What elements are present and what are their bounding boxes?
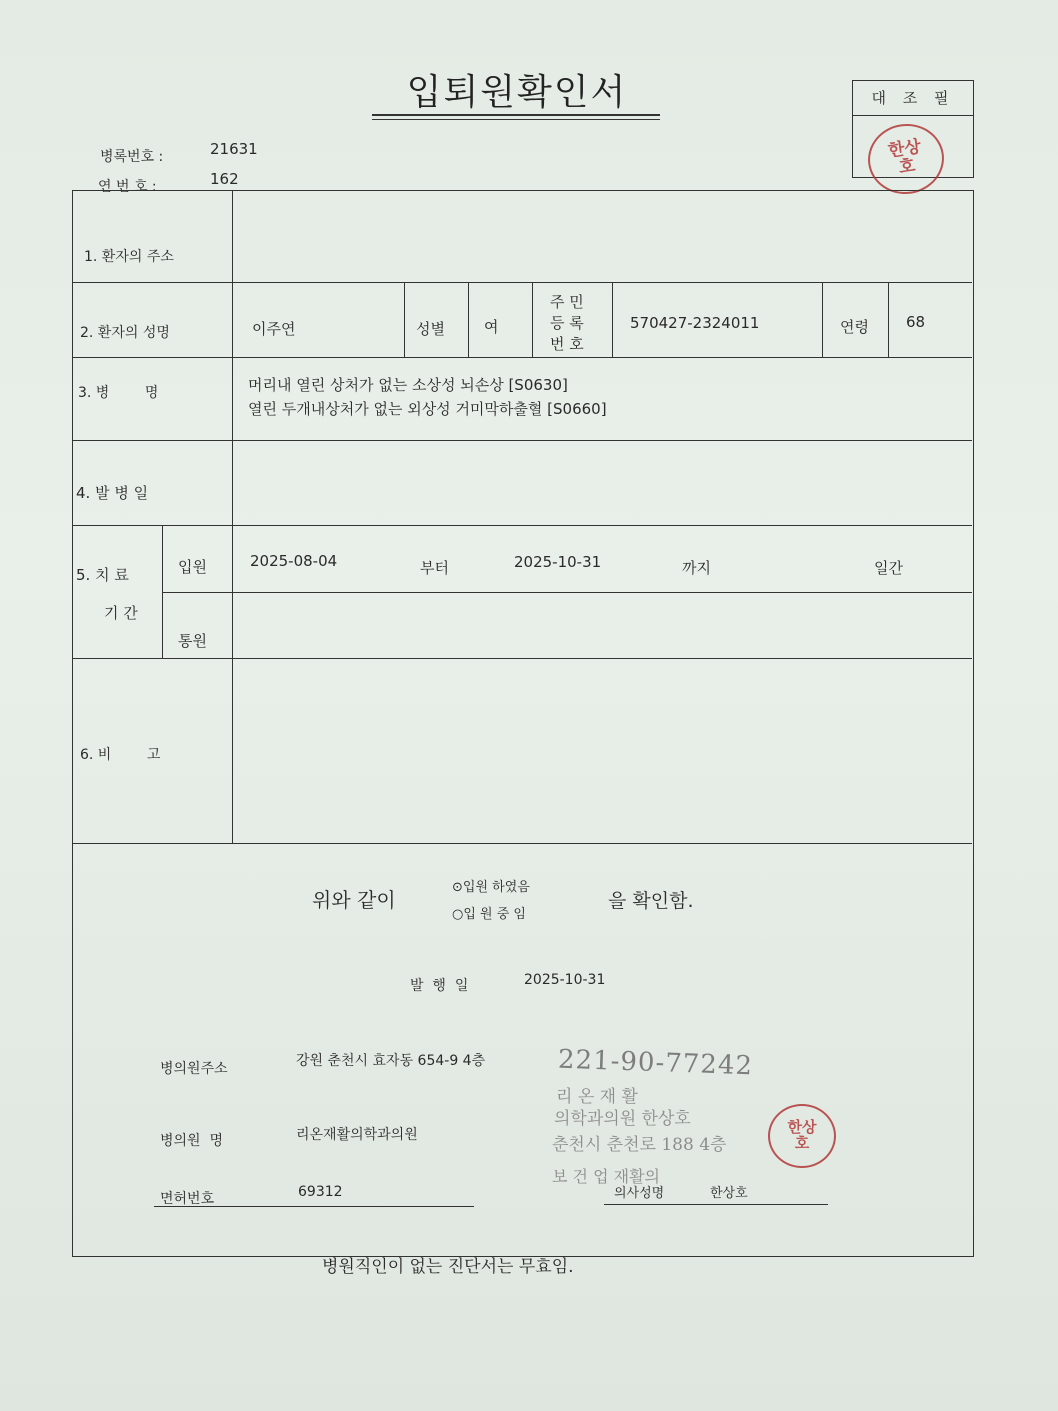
days-label: 일간 (874, 559, 903, 577)
title-underline (372, 114, 660, 116)
diagnosis-line-1: 머리내 열린 상처가 없는 소상성 뇌손상 [S0630] (248, 376, 568, 394)
doctor-name-label: 의사성명 (614, 1186, 665, 1201)
hospital-name-value: 리온재활의학과의원 (296, 1127, 418, 1143)
cell-divider (468, 282, 469, 357)
clinic-stamp-line4: 보 건 업 재활의 (552, 1167, 660, 1186)
until-label: 까지 (682, 559, 711, 577)
cell-divider (612, 282, 613, 357)
cell-divider (532, 282, 533, 357)
treatment-subdivider (162, 525, 163, 658)
clinic-stamp-line2: 의학과의원 한상호 (554, 1109, 691, 1129)
hospital-name-label: 병의원 명 (160, 1133, 223, 1149)
issue-date-label: 발 행 일 (410, 978, 469, 994)
row-divider (72, 440, 972, 441)
confirmation-lead: 위와 같이 (312, 888, 396, 912)
serial-number-value: 162 (210, 170, 239, 188)
admission-date: 2025-08-04 (250, 552, 338, 570)
license-underline (154, 1206, 474, 1207)
address-label: 1. 환자의 주소 (84, 249, 174, 265)
row-divider (72, 282, 972, 283)
rrn-value: 570427-2324011 (630, 314, 760, 332)
sex-value: 여 (484, 318, 499, 336)
cell-divider (888, 282, 889, 357)
row-divider (162, 592, 972, 593)
onset-label: 4. 발 병 일 (76, 484, 149, 502)
clinic-stamp-line3: 춘천시 춘천로 188 4층 (552, 1135, 727, 1155)
row-divider (72, 658, 972, 659)
license-label: 면허번호 (160, 1191, 215, 1207)
title-underline (372, 119, 660, 120)
document-title: 입퇴원확인서 (406, 72, 628, 113)
ward-number-value: 21631 (210, 140, 258, 158)
doctor-name-value: 한상호 (710, 1186, 748, 1201)
discharge-date: 2025-10-31 (514, 553, 602, 571)
age-label: 연령 (840, 318, 869, 336)
ward-number-label: 병록번호 : (100, 149, 164, 165)
hospital-address-value: 강원 춘천시 효자동 654-9 4층 (296, 1053, 486, 1069)
clinic-stamp-line1: 리 온 재 활 (556, 1087, 638, 1107)
label-column-divider (232, 190, 233, 843)
inpatient-label: 입원 (178, 558, 207, 576)
diagnosis-line-2: 열린 두개내상처가 없는 외상성 거미막하출혈 [S0660] (248, 400, 607, 418)
row-divider (72, 357, 972, 358)
patient-name-label: 2. 환자의 성명 (80, 325, 170, 341)
rrn-label: 주 민 등 록 번 호 (550, 293, 584, 353)
from-label: 부터 (420, 559, 449, 577)
row-divider (72, 525, 972, 526)
doctor-underline (604, 1204, 828, 1205)
sex-label: 성별 (416, 320, 445, 338)
form-table (72, 190, 974, 1257)
hospital-address-label: 병의원주소 (160, 1061, 228, 1077)
treatment-period-label: 기 간 (104, 604, 138, 622)
doctor-seal-bottom (768, 1104, 836, 1168)
cell-divider (404, 282, 405, 357)
seal-text: 한상호 (787, 1118, 817, 1152)
confirmation-tail: 을 확인함. (608, 890, 694, 912)
seal-text: 한상호 (886, 137, 923, 178)
treatment-label: 5. 치 료 (76, 566, 129, 584)
option-admitted: ⊙입원 하였음 (452, 880, 530, 895)
clinic-stamp-reg-no: 221-90-77242 (557, 1044, 754, 1082)
age-value: 68 (906, 313, 926, 331)
diagnosis-label: 3. 병 명 (78, 385, 159, 401)
remarks-label: 6. 비 고 (80, 747, 161, 763)
stamp-box-header: 대 조 필 (853, 81, 973, 116)
option-inpatient: ○입 원 중 임 (452, 907, 526, 922)
footer-notice: 병원직인이 없는 진단서는 무효임. (322, 1257, 574, 1277)
row-divider (72, 843, 972, 844)
patient-name-value: 이주연 (252, 320, 296, 338)
cell-divider (822, 282, 823, 357)
license-value: 69312 (298, 1184, 343, 1200)
issue-date-value: 2025-10-31 (524, 972, 606, 988)
serial-number-label: 연 번 호 : (98, 179, 157, 195)
outpatient-label: 통원 (178, 632, 207, 650)
